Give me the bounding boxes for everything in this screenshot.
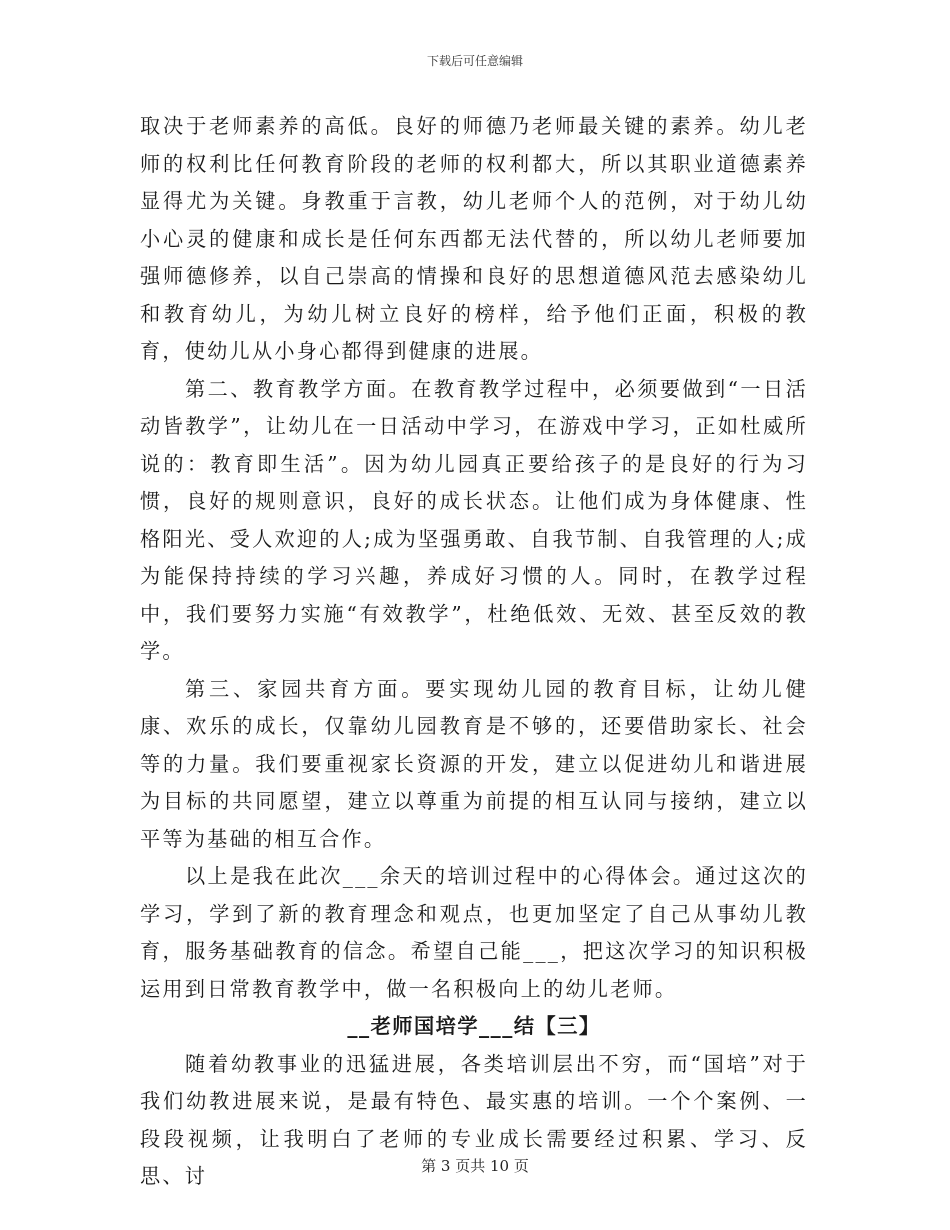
paragraph-continuation: 取决于老师素养的高低。良好的师德乃老师最关键的素养。幼儿老师的权利比任何教育阶段的老师的权利都大，所以其职业道德素养显得尤为关键。身教重于言教，幼儿老师个人的范例，对于幼儿幼小心灵的健康和成长是任何东西都无法代替的，所以幼儿老师要加强师德修养，以自己崇高的情操和良好的思想道德风范去感染幼儿和教育幼儿，为幼儿树立良好的榜样，给予他们正面，积极的教育，使幼儿从小身心都得到健康的进展。 bbox=[140, 114, 808, 363]
paragraph-teaching: 第二、教育教学方面。在教育教学过程中，必须要做到“一日活动皆教学”，让幼儿在一日活动中学习，在游戏中学习，正如杜威所说的：教育即生活”。因为幼儿园真正要给孩子的是良好的行为习惯，良好的规则意识，良好的成长状态。让他们成为身体健康、性格阳光、受人欢迎的人;成为坚强勇敢、自我节制、自我管理的人;成为能保持持续的学习兴趣，养成好习惯的人。同时，在教学过程中，我们要努力实施“有效教学”，杜绝低效、无效、甚至反效的教学。 bbox=[140, 376, 808, 663]
paragraph-conclusion: 以上是我在此次___余天的培训过程中的心得体会。通过这次的学习，学到了新的教育理念和观点，也更加坚定了自己从事幼儿教育，服务基础教育的信念。希望自己能___，把这次学习的知识积极运用到日常教育教学中，做一名积极向上的幼儿老师。 bbox=[140, 864, 808, 1001]
paragraph-section-intro: 随着幼教事业的迅猛进展，各类培训层出不穷，而“国培”对于我们幼教进展来说，是最有特色、最实惠的培训。一个个案例、一段段视频，让我明白了老师的专业成长需要经过积累、学习、反思、讨 bbox=[140, 1051, 808, 1188]
page-header: 下载后可任意编辑 bbox=[426, 54, 523, 68]
section-title: __老师国培学___结【三】 bbox=[347, 1014, 601, 1038]
page-number: 第 3 页共 10 页 bbox=[421, 1157, 529, 1175]
paragraph-home-school: 第三、家园共育方面。要实现幼儿园的教育目标，让幼儿健康、欢乐的成长，仅靠幼儿园教育是不够的，还要借助家长、社会等的力量。我们要重视家长资源的开发，建立以促进幼儿和谐进展为目标的共同愿望，建立以尊重为前提的相互认同与接纳，建立以平等为基础的相互合作。 bbox=[140, 676, 808, 851]
document-body bbox=[140, 108, 808, 1196]
